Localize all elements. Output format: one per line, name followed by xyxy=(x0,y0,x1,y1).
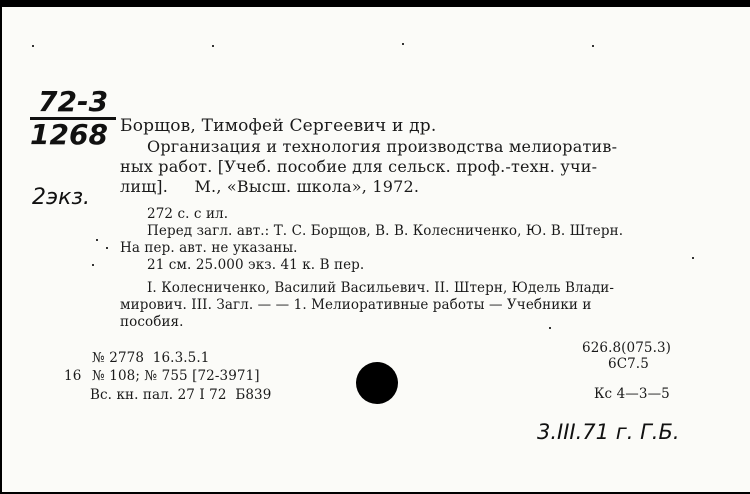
copies-note: 2экз. xyxy=(32,185,91,210)
cover-note: На пер. авт. не указаны. xyxy=(120,240,298,256)
call-number-line1: 72-3 xyxy=(30,87,116,120)
scan-speck xyxy=(96,239,98,241)
call-number xyxy=(30,87,116,150)
title-line-3: лищ]. М., «Высш. школа», 1972. xyxy=(120,177,420,196)
bbk-number: 6С7.5 xyxy=(608,356,649,372)
title-line-2: ных работ. [Учеб. пособие для сельск. проф.-техн. учи- xyxy=(120,157,598,176)
scan-speck xyxy=(592,45,594,47)
scan-speck xyxy=(92,264,94,266)
authors-note: Перед загл. авт.: Т. С. Борщов, В. В. Колесниченко, Ю. В. Штерн. xyxy=(147,223,624,239)
call-number-line2: 1268 xyxy=(30,118,108,151)
tracing-line-1: I. Колесниченко, Василий Васильевич. II. Штерн, Юдель Влади- xyxy=(147,280,614,296)
scan-speck xyxy=(402,43,404,45)
pages-note: 272 с. с ил. xyxy=(147,206,229,222)
scan-speck xyxy=(212,45,214,47)
udc-number: 626.8(075.3) xyxy=(582,340,672,356)
handwritten-date: 3.III.71 г. Г.Б. xyxy=(537,420,680,444)
card-number-line3: Вс. кн. пал. 27 I 72 Б839 xyxy=(90,387,272,403)
kc-number: Кс 4—3—5 xyxy=(594,386,670,402)
title-line-1: Организация и технология производства мелиоратив- xyxy=(147,137,618,156)
card-number-prefix: 16 xyxy=(64,368,82,384)
tracing-line-2: мирович. III. Загл. — — 1. Мелиоративные работы — Учебники и xyxy=(120,297,592,313)
scan-speck xyxy=(692,257,694,259)
format-note: 21 см. 25.000 экз. 41 к. В пер. xyxy=(147,257,365,273)
scan-speck xyxy=(106,247,108,249)
scan-speck xyxy=(32,45,34,47)
catalog-card xyxy=(2,7,750,492)
card-number-line2: № 108; № 755 [72-3971] xyxy=(92,368,260,384)
author-heading: Борщов, Тимофей Сергеевич и др. xyxy=(120,116,437,136)
scan-speck xyxy=(549,327,551,329)
punch-hole xyxy=(356,362,398,404)
tracing-line-3: пособия. xyxy=(120,314,184,330)
card-number-line1: № 2778 16.3.5.1 xyxy=(92,350,210,366)
